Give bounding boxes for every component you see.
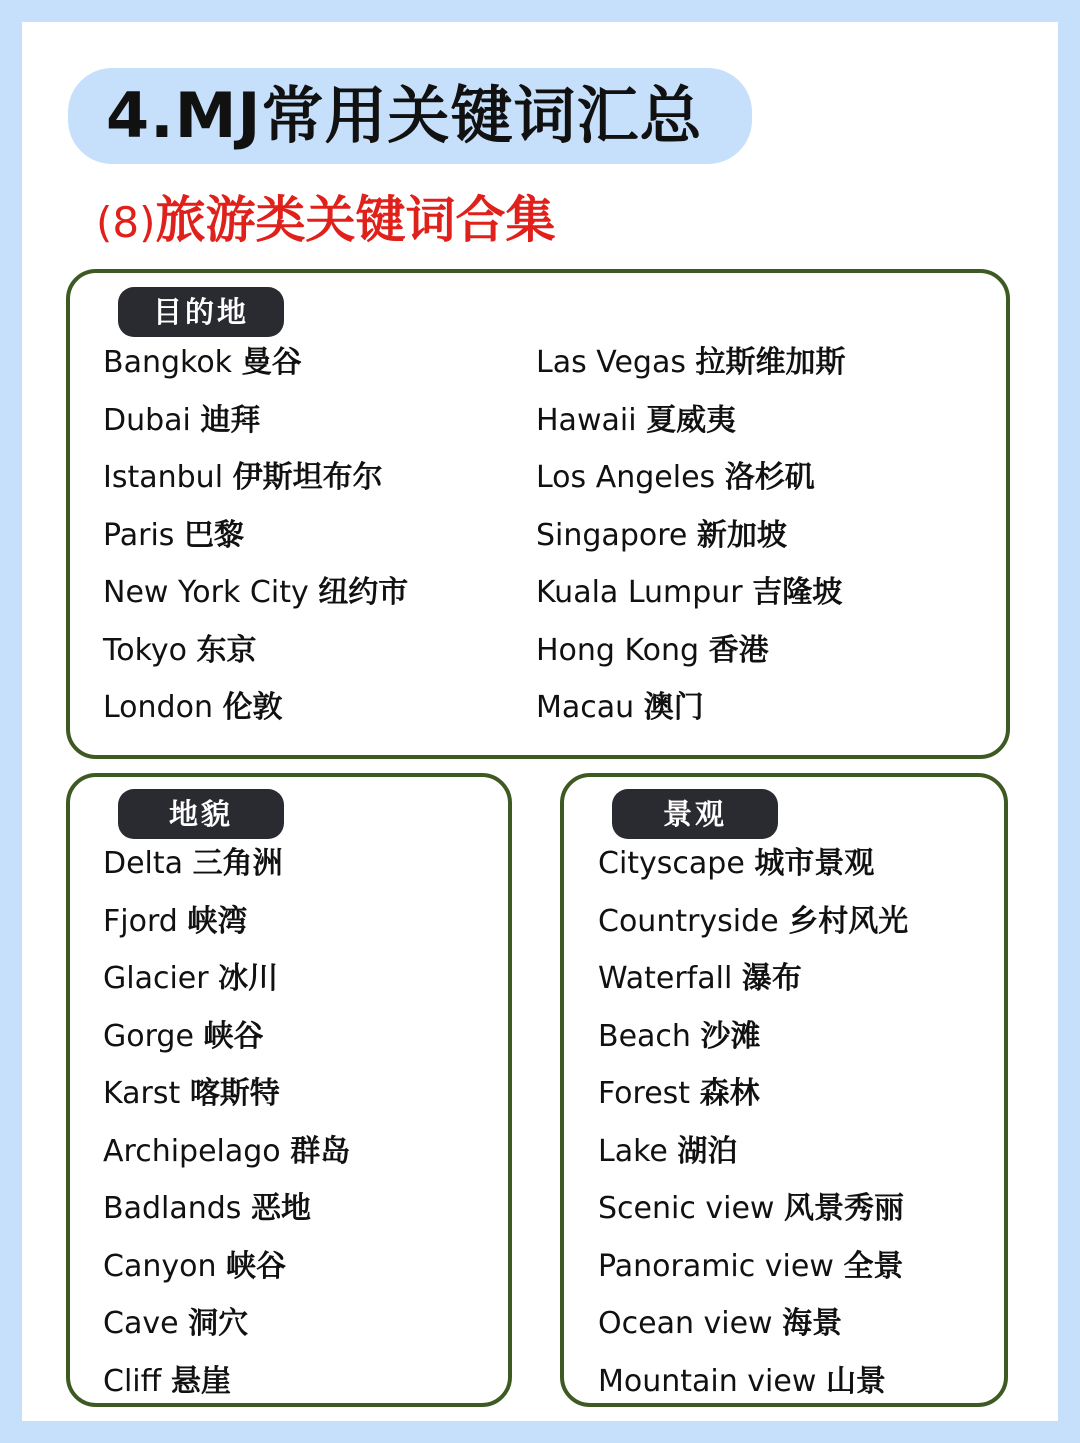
keyword-english: Lake bbox=[598, 1133, 668, 1169]
destination-item bbox=[536, 516, 846, 556]
keyword-chinese: 纽约市 bbox=[318, 575, 409, 610]
keyword-english: Macau bbox=[536, 690, 635, 725]
keyword-chinese: 拉斯维加斯 bbox=[695, 345, 846, 380]
keyword-english: Singapore bbox=[536, 517, 697, 553]
destination-item bbox=[536, 688, 846, 728]
destination-item bbox=[103, 401, 408, 441]
keyword-english: New York City bbox=[103, 575, 309, 610]
destinations-tag: 目的地 bbox=[118, 287, 284, 337]
keyword-chinese: 峡谷 bbox=[226, 1248, 287, 1284]
destination-item bbox=[536, 343, 846, 383]
destination-item bbox=[103, 343, 408, 383]
subtitle-number: (8) bbox=[96, 198, 156, 247]
keyword-english: Paris bbox=[103, 517, 175, 553]
keyword-english: Bangkok bbox=[103, 345, 233, 380]
scenery-item bbox=[598, 959, 908, 999]
keyword-chinese: 洛杉矶 bbox=[724, 460, 815, 495]
keyword-english: Ocean view bbox=[598, 1306, 773, 1341]
destinations-list-right bbox=[536, 343, 846, 746]
keyword-english: Karst bbox=[103, 1076, 181, 1111]
keyword-chinese: 瀑布 bbox=[741, 961, 802, 996]
keyword-english: Hawaii bbox=[536, 402, 637, 438]
keyword-english: Countryside bbox=[598, 903, 779, 939]
scenery-item bbox=[598, 1362, 908, 1402]
keyword-chinese: 乡村风光 bbox=[788, 903, 909, 939]
landform-item bbox=[103, 844, 350, 884]
keyword-chinese: 峡湾 bbox=[187, 903, 248, 939]
keyword-chinese: 澳门 bbox=[643, 690, 704, 725]
keyword-english: Cityscape bbox=[598, 846, 745, 881]
keyword-chinese: 悬崖 bbox=[170, 1363, 231, 1399]
keyword-english: Fjord bbox=[103, 903, 178, 939]
keyword-english: Las Vegas bbox=[536, 345, 686, 380]
destination-item bbox=[536, 573, 846, 613]
keyword-english: Scenic view bbox=[598, 1191, 775, 1226]
landform-item bbox=[103, 1362, 350, 1402]
scenery-item bbox=[598, 1189, 908, 1229]
landform-item bbox=[103, 959, 350, 999]
keyword-english: Tokyo bbox=[103, 632, 187, 668]
keyword-english: Delta bbox=[103, 846, 184, 881]
keyword-english: Cave bbox=[103, 1306, 179, 1341]
section-subtitle bbox=[96, 184, 556, 259]
landforms-tag: 地貌 bbox=[118, 789, 284, 839]
scenery-item bbox=[598, 1247, 908, 1287]
keyword-chinese: 恶地 bbox=[250, 1191, 311, 1226]
keyword-english: Cliff bbox=[103, 1363, 162, 1399]
destination-item bbox=[536, 458, 846, 498]
scenery-item bbox=[598, 1132, 908, 1172]
keyword-chinese: 伊斯坦布尔 bbox=[232, 460, 383, 495]
keyword-chinese: 城市景观 bbox=[754, 846, 875, 881]
keyword-chinese: 东京 bbox=[196, 632, 257, 668]
keyword-english: Kuala Lumpur bbox=[536, 575, 743, 610]
destination-item bbox=[536, 631, 846, 671]
landform-item bbox=[103, 1132, 350, 1172]
page-title: 4.MJ常用关键词汇总 bbox=[106, 79, 703, 152]
keyword-english: London bbox=[103, 690, 213, 725]
keyword-chinese: 沙滩 bbox=[700, 1018, 761, 1054]
keyword-chinese: 迪拜 bbox=[200, 402, 261, 438]
keyword-chinese: 新加坡 bbox=[696, 517, 787, 553]
keyword-english: Mountain view bbox=[598, 1363, 817, 1399]
keyword-english: Badlands bbox=[103, 1191, 242, 1226]
landform-item bbox=[103, 1074, 350, 1114]
keyword-chinese: 风景秀丽 bbox=[784, 1191, 905, 1226]
destination-item bbox=[103, 516, 408, 556]
keyword-chinese: 群岛 bbox=[290, 1133, 351, 1169]
landform-item bbox=[103, 1189, 350, 1229]
keyword-english: Beach bbox=[598, 1018, 691, 1054]
scenery-item bbox=[598, 844, 908, 884]
keyword-chinese: 香港 bbox=[708, 632, 769, 668]
keyword-chinese: 森林 bbox=[699, 1076, 760, 1111]
keyword-chinese: 夏威夷 bbox=[646, 402, 737, 438]
keyword-chinese: 伦敦 bbox=[222, 690, 283, 725]
keyword-chinese: 三角洲 bbox=[192, 846, 283, 881]
keyword-english: Panoramic view bbox=[598, 1248, 834, 1284]
keyword-chinese: 巴黎 bbox=[183, 517, 244, 553]
destination-item bbox=[103, 631, 408, 671]
keyword-english: Hong Kong bbox=[536, 632, 700, 668]
landforms-list bbox=[103, 844, 350, 1419]
keyword-english: Glacier bbox=[103, 961, 209, 996]
keyword-english: Los Angeles bbox=[536, 460, 716, 495]
keyword-chinese: 喀斯特 bbox=[189, 1076, 280, 1111]
landform-item bbox=[103, 1247, 350, 1287]
scenery-item bbox=[598, 1074, 908, 1114]
keyword-english: Canyon bbox=[103, 1248, 217, 1284]
keyword-chinese: 峡谷 bbox=[203, 1018, 264, 1054]
keyword-english: Gorge bbox=[103, 1018, 194, 1054]
keyword-chinese: 山景 bbox=[825, 1363, 886, 1399]
subtitle-text: 旅游类关键词合集 bbox=[155, 191, 556, 249]
landform-item bbox=[103, 1017, 350, 1057]
destination-item bbox=[536, 401, 846, 441]
keyword-chinese: 湖泊 bbox=[677, 1133, 738, 1169]
keyword-english: Dubai bbox=[103, 402, 191, 438]
keyword-english: Istanbul bbox=[103, 460, 224, 495]
keyword-chinese: 洞穴 bbox=[188, 1306, 249, 1341]
keyword-chinese: 冰川 bbox=[218, 961, 279, 996]
destination-item bbox=[103, 573, 408, 613]
destination-item bbox=[103, 688, 408, 728]
keyword-chinese: 曼谷 bbox=[241, 345, 302, 380]
keyword-chinese: 全景 bbox=[843, 1248, 904, 1284]
keyword-english: Waterfall bbox=[598, 961, 733, 996]
scenery-item bbox=[598, 1017, 908, 1057]
landform-item bbox=[103, 1304, 350, 1344]
destination-item bbox=[103, 458, 408, 498]
landform-item bbox=[103, 902, 350, 942]
scenery-item bbox=[598, 902, 908, 942]
keyword-english: Forest bbox=[598, 1076, 691, 1111]
destinations-list-left bbox=[103, 343, 408, 746]
scenery-tag: 景观 bbox=[612, 789, 778, 839]
keyword-chinese: 海景 bbox=[782, 1306, 843, 1341]
scenery-item bbox=[598, 1304, 908, 1344]
keyword-english: Archipelago bbox=[103, 1133, 281, 1169]
keyword-chinese: 吉隆坡 bbox=[752, 575, 843, 610]
scenery-list bbox=[598, 844, 908, 1419]
